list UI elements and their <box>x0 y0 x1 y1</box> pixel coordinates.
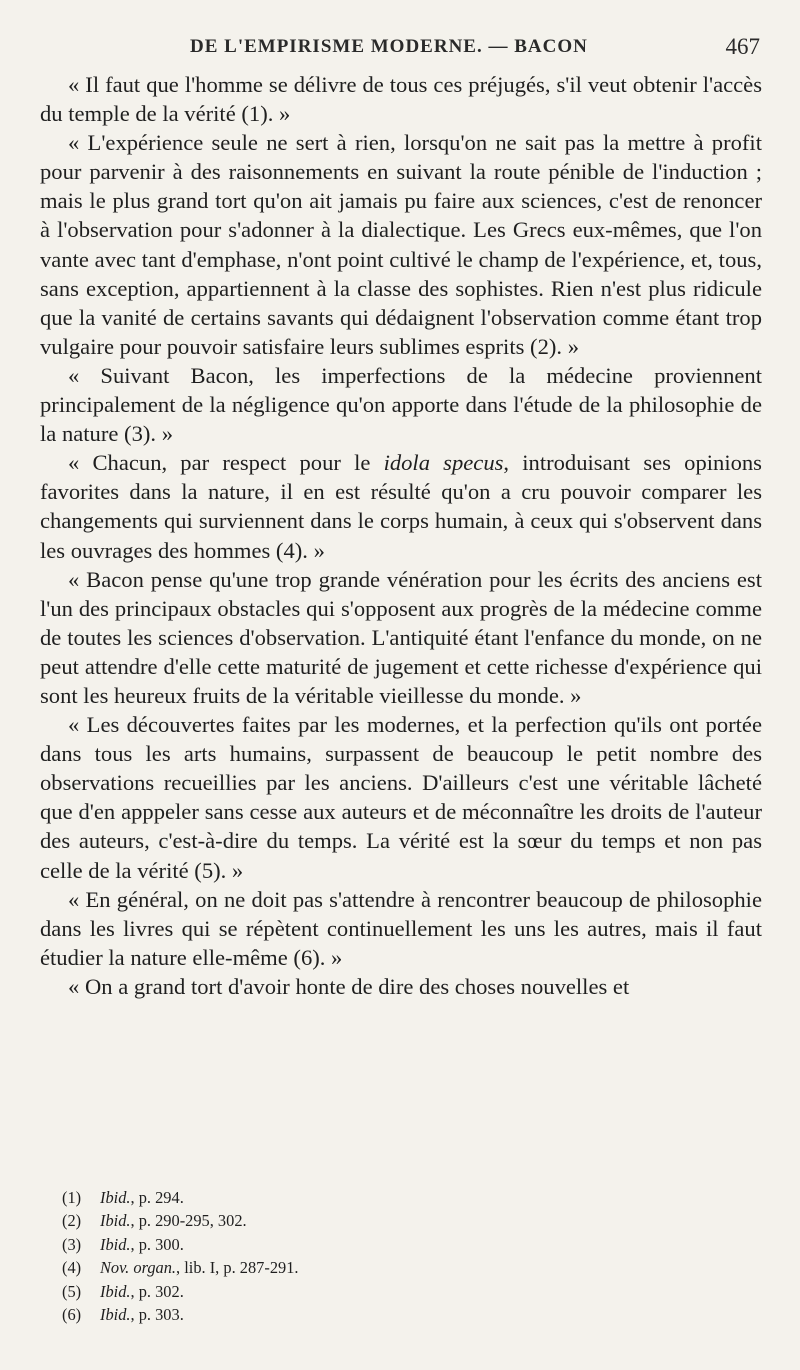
footnote-source: Nov. organ. <box>100 1258 177 1278</box>
footnote <box>62 1186 662 1209</box>
footnote <box>62 1303 662 1326</box>
footnote-ref: , p. 290-295, 302. <box>130 1211 247 1231</box>
page-header <box>190 34 760 64</box>
footnote-number: (5) <box>62 1281 82 1301</box>
paragraph: « Suivant Bacon, les imperfections de la médecine proviennent principalement de la négligence qu'on apporte dans l'étude de la philosophie de la nature (3). » <box>40 362 762 447</box>
paragraph <box>40 448 762 564</box>
footnote-source: Ibid. <box>100 1305 131 1325</box>
footnote-number: (6) <box>62 1305 82 1325</box>
paragraph-text: « Chacun, par respect pour le <box>68 450 384 476</box>
latin-term: idola specus <box>383 450 504 476</box>
paragraph: « On a grand tort d'avoir honte de dire des choses nouvelles et <box>68 973 630 999</box>
paragraph: « Bacon pense qu'une trop grande vénération pour les écrits des anciens est l'un des principaux obstacles qui s'opposent aux progrès de la médecine comme de toutes les sciences d'observation. L'antiquité étant l'enfance du monde, on ne peut attendre d'elle cette maturité de jugement et cette richesse d'expérience qui sont les heureux fruits de la véritable vieillesse du monde. » <box>40 566 762 708</box>
page-number: 467 <box>725 34 760 59</box>
paragraph: « Les découvertes faites par les modernes, et la perfection qu'ils ont portée dans tous les arts humains, surpassent de beaucoup le petit nombre des observations recueillies par les anciens. D'ailleurs c'est une véritable lâcheté que d'en apppeler sans cesse aux auteurs et de méconnaître les droits de l'auteur des auteurs, c'est-à-dire du temps. La vérité est la sœur du temps et non pas celle de la vérité (5). » <box>40 712 762 883</box>
footnote-ref: , p. 300. <box>130 1234 184 1254</box>
running-title: DE L'EMPIRISME MODERNE. — BACON <box>190 36 588 57</box>
footnote-ref: , p. 302. <box>130 1281 184 1301</box>
footnote-source: Ibid. <box>100 1281 131 1301</box>
footnote <box>62 1209 662 1232</box>
paragraph: « En général, on ne doit pas s'attendre à rencontrer beaucoup de philosophie dans les livres qui se répètent continuellement les uns les autres, mais il faut étudier la nature elle-même (6). » <box>40 886 762 970</box>
footnote-source: Ibid. <box>100 1234 131 1254</box>
footnote-ref: , p. 294. <box>130 1188 184 1207</box>
paragraph-text: , introduisant ses opinions favorites dans la nature, il en est résulté qu'on a cru pouvoir comparer les changements qui surviennent dans le corps humain, à ceux qui s'observent dans les ouvrages des hommes (4). » <box>40 450 762 563</box>
footnote-source: Ibid. <box>100 1211 131 1231</box>
footnote <box>62 1233 662 1256</box>
footnote-number: (1) <box>62 1188 82 1207</box>
footnote-ref: , p. 303. <box>130 1305 184 1325</box>
paragraph: « Il faut que l'homme se délivre de tous ces préjugés, s'il veut obtenir l'accès du temple de la vérité (1). » <box>40 72 762 127</box>
footnote-number: (2) <box>62 1211 82 1231</box>
paragraph: « L'expérience seule ne sert à rien, lorsqu'on ne sait pas la mettre à profit pour parvenir à des raisonnements en suivant la route pénible de l'induction ; mais le plus grand tort qu'on ait jamais pu faire aux sciences, c'est de renoncer à l'observation pour s'adonner à la dialectique. Les Grecs eux-mêmes, que l'on vante avec tant d'emphase, n'ont point cultivé le champ de l'expérience, et, tous, sans exception, appartiennent à la classe des sophistes. Rien n'est plus ridicule que la vanité de certains savants qui dédaignent l'observation comme étant trop vulgaire pour pouvoir satisfaire leurs sublimes esprits (2). » <box>40 130 762 359</box>
footnote-ref: , lib. I, p. 287-291. <box>176 1258 299 1278</box>
footnote-number: (4) <box>62 1258 82 1278</box>
footnote-number: (3) <box>62 1234 82 1254</box>
footnotes <box>62 1186 662 1326</box>
body-text <box>40 70 762 1001</box>
footnote <box>62 1256 662 1279</box>
footnote-source: Ibid. <box>100 1188 131 1207</box>
footnote <box>62 1280 662 1303</box>
